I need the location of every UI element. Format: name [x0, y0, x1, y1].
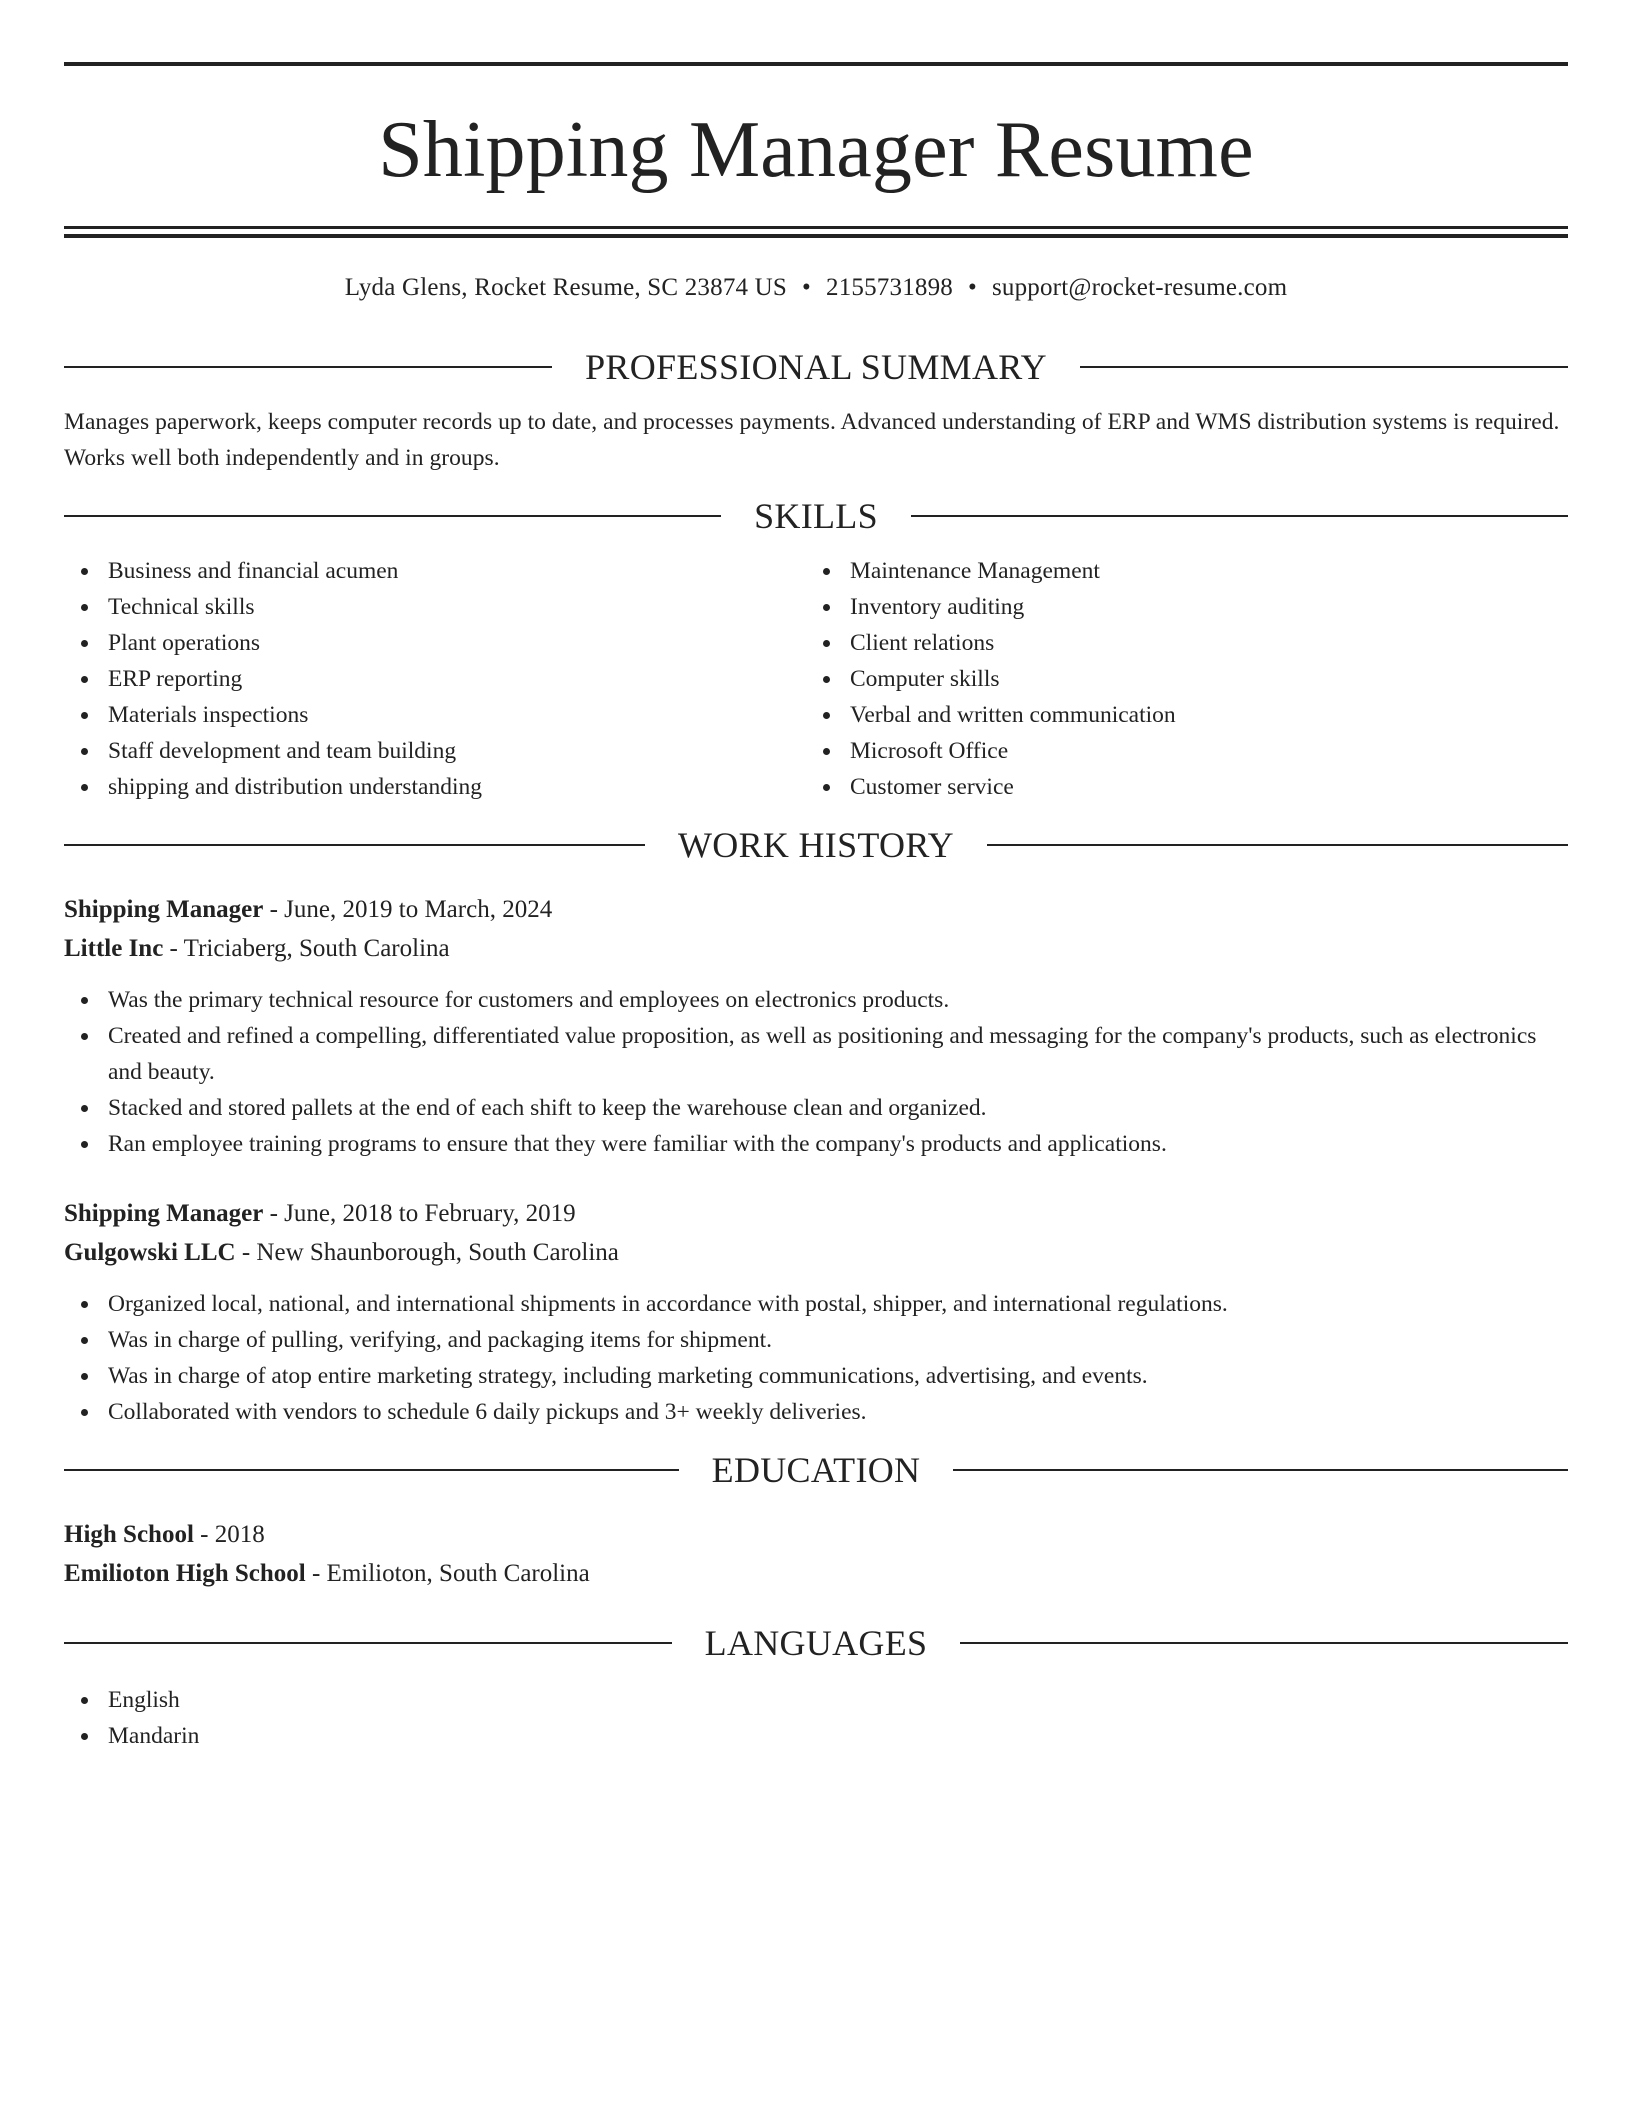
section-header-languages [64, 1620, 1568, 1666]
section-rule-left [64, 366, 552, 368]
skill-item: Microsoft Office [806, 733, 1548, 769]
section-rule-left [64, 1642, 672, 1644]
job-title-line [64, 890, 1568, 929]
section-rule-right [953, 1469, 1568, 1471]
resume-title: Shipping Manager Resume [378, 106, 1254, 194]
top-rule [64, 62, 1568, 66]
job-dates: - June, 2018 to February, 2019 [263, 1200, 576, 1227]
skill-item: Client relations [806, 625, 1548, 661]
job-bullet: Created and refined a compelling, differentiated value proposition, as well as positioning and messaging for the company's products, such as electronics and beauty. [64, 1018, 1568, 1090]
skills-grid [64, 553, 1568, 805]
education-location: - Emilioton, South Carolina [305, 1560, 590, 1587]
skills-list-left [64, 553, 806, 805]
job-bullets [64, 982, 1568, 1162]
skills-list-right [806, 553, 1548, 805]
education-year: - 2018 [193, 1521, 265, 1548]
section-title-education: EDUCATION [711, 1450, 921, 1490]
job-title: Shipping Manager [64, 1200, 264, 1227]
section-rule-left [64, 515, 721, 517]
education-degree: High School [64, 1521, 194, 1548]
contact-phone: 2155731898 [826, 274, 953, 301]
section-title-skills: SKILLS [754, 496, 878, 536]
section-title-summary: PROFESSIONAL SUMMARY [585, 347, 1047, 387]
section-rule-left [64, 1469, 679, 1471]
job-company: Little Inc [64, 935, 164, 962]
job-title: Shipping Manager [64, 896, 264, 923]
contact-address: Lyda Glens, Rocket Resume, SC 23874 US [344, 274, 788, 301]
languages-list [64, 1682, 1568, 1754]
skill-item: shipping and distribution understanding [64, 769, 806, 805]
job-company-line [64, 1233, 1568, 1272]
skill-item: Maintenance Management [806, 553, 1548, 589]
section-rule-right [987, 844, 1568, 846]
section-rule-right [911, 515, 1568, 517]
section-rule-right [960, 1642, 1568, 1644]
section-title-work: WORK HISTORY [678, 825, 954, 865]
section-rule-left [64, 844, 645, 846]
job-bullet: Stacked and stored pallets at the end of each shift to keep the warehouse clean and organized. [64, 1090, 1568, 1126]
title-double-rule [64, 226, 1568, 238]
job-company: Gulgowski LLC [64, 1239, 236, 1266]
skill-item: Verbal and written communication [806, 697, 1548, 733]
job-bullets [64, 1286, 1568, 1430]
job-company-line [64, 929, 1568, 968]
language-item: Mandarin [64, 1718, 1568, 1754]
contact-separator: • [802, 274, 811, 301]
skill-item: ERP reporting [64, 661, 806, 697]
section-rule-right [1080, 366, 1568, 368]
skill-item: Inventory auditing [806, 589, 1548, 625]
job-bullet: Was the primary technical resource for customers and employees on electronics products. [64, 982, 1568, 1018]
job-entry [64, 1194, 1568, 1430]
contact-separator: • [968, 274, 977, 301]
job-bullet: Ran employee training programs to ensure that they were familiar with the company's products and applications. [64, 1126, 1568, 1162]
section-header-work [64, 822, 1568, 868]
job-bullet: Organized local, national, and international shipments in accordance with postal, shipper, and international regulations. [64, 1286, 1568, 1322]
education-school: Emilioton High School [64, 1560, 306, 1587]
skill-item: Business and financial acumen [64, 553, 806, 589]
education-entry [64, 1515, 1568, 1593]
job-location: - New Shaunborough, South Carolina [235, 1239, 619, 1266]
skill-item: Plant operations [64, 625, 806, 661]
section-header-skills [64, 493, 1568, 539]
job-bullet: Was in charge of atop entire marketing strategy, including marketing communications, advertising, and events. [64, 1358, 1568, 1394]
job-bullet: Collaborated with vendors to schedule 6 daily pickups and 3+ weekly deliveries. [64, 1394, 1568, 1430]
contact-email: support@rocket-resume.com [991, 274, 1288, 301]
skill-item: Customer service [806, 769, 1548, 805]
job-dates: - June, 2019 to March, 2024 [263, 896, 553, 923]
section-header-education [64, 1447, 1568, 1493]
job-location: - Triciaberg, South Carolina [163, 935, 450, 962]
job-entry [64, 890, 1568, 1162]
education-degree-line [64, 1515, 1568, 1554]
skill-item: Staff development and team building [64, 733, 806, 769]
summary-text: Manages paperwork, keeps computer records up to date, and processes payments. Advanced understanding of ERP and WMS distribution systems is required. Works well both independently and in groups. [64, 409, 1560, 471]
skill-item: Computer skills [806, 661, 1548, 697]
job-bullet: Was in charge of pulling, verifying, and packaging items for shipment. [64, 1322, 1568, 1358]
section-header-summary [64, 344, 1568, 390]
section-title-languages: LANGUAGES [704, 1623, 928, 1663]
skill-item: Technical skills [64, 589, 806, 625]
language-item: English [64, 1682, 1568, 1718]
education-school-line [64, 1554, 1568, 1593]
contact-line [64, 272, 1568, 304]
skill-item: Materials inspections [64, 697, 806, 733]
job-title-line [64, 1194, 1568, 1233]
